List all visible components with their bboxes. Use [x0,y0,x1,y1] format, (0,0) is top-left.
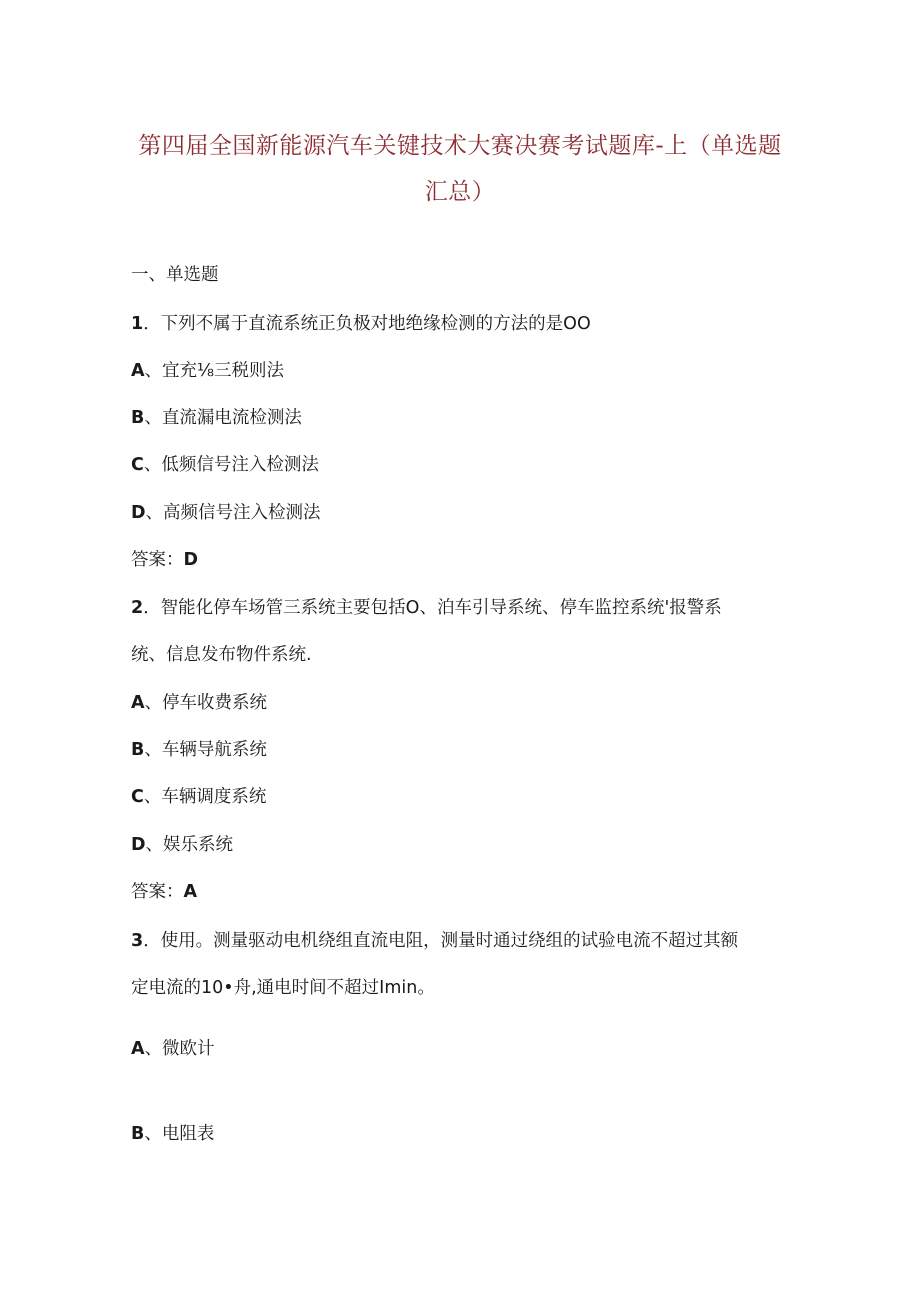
question-1-option-b [131,406,302,430]
option-label: C [131,455,144,475]
option-label: A [131,1039,145,1059]
document-title-line-1: 第四届全国新能源汽车关键技术大赛决赛考试题库-上（单选题 [138,133,782,159]
document-title-line-2: 汇总） [424,179,496,205]
option-text: 、直流漏电流检测法 [144,408,302,428]
option-label: A [131,693,145,713]
question-3-option-b [131,1122,214,1146]
option-label: A [131,361,145,381]
question-3-stem-line-2: 定电流的10•舟,通电时间不超过Imin。 [131,978,435,998]
question-2-option-d [131,833,233,857]
option-text: 、微欧计 [144,1039,215,1059]
answer-value: D [183,550,199,570]
option-label: B [131,1124,145,1144]
question-number: 1 [131,314,144,334]
option-label: D [131,503,146,523]
option-label: D [131,835,146,855]
question-number: 3 [131,931,144,951]
option-text: 、低频信号注入检测法 [143,455,319,475]
option-label: B [131,740,145,760]
question-1-stem [131,312,591,336]
answer-value: A [183,882,198,902]
question-2-answer [131,880,197,904]
question-3-option-a [131,1037,215,1061]
question-text: ．智能化停车场管三系统主要包括O、泊车引导系统、停车监控系统'报警系 [143,598,722,618]
option-label: C [131,787,144,807]
question-number: 2 [131,598,144,618]
option-label: B [131,408,145,428]
option-text: 、车辆导航系统 [144,740,267,760]
option-text: 、电阻表 [144,1124,215,1144]
question-2-option-a [131,691,267,715]
answer-label: 答案： [131,882,184,902]
option-text: 、娱乐系统 [145,835,234,855]
answer-label: 答案： [131,550,184,570]
option-text: 、高频信号注入检测法 [145,503,321,523]
option-text: 、宜充⅛三税则法 [144,361,285,381]
section-heading: 一、单选题 [131,265,219,285]
option-text: 、车辆调度系统 [143,787,267,807]
question-2-option-b [131,738,267,762]
question-3-stem-line-1 [131,929,738,953]
option-text: 、停车收费系统 [144,693,268,713]
question-2-stem-line-1 [131,596,722,620]
question-1-option-a [131,359,284,383]
question-2-option-c [131,785,266,809]
question-2-stem-line-2: 统、信息发布物件系统. [131,645,312,665]
question-text: ．使用。测量驱动电机绕组直流电阻，测量时通过绕组的试验电流不超过其额 [143,931,739,951]
question-1-answer [131,548,198,572]
question-1-option-d [131,501,321,525]
question-text: ．下列不属于直流系统正负极对地绝缘检测的方法的是OO [143,314,591,334]
question-1-option-c [131,453,319,477]
